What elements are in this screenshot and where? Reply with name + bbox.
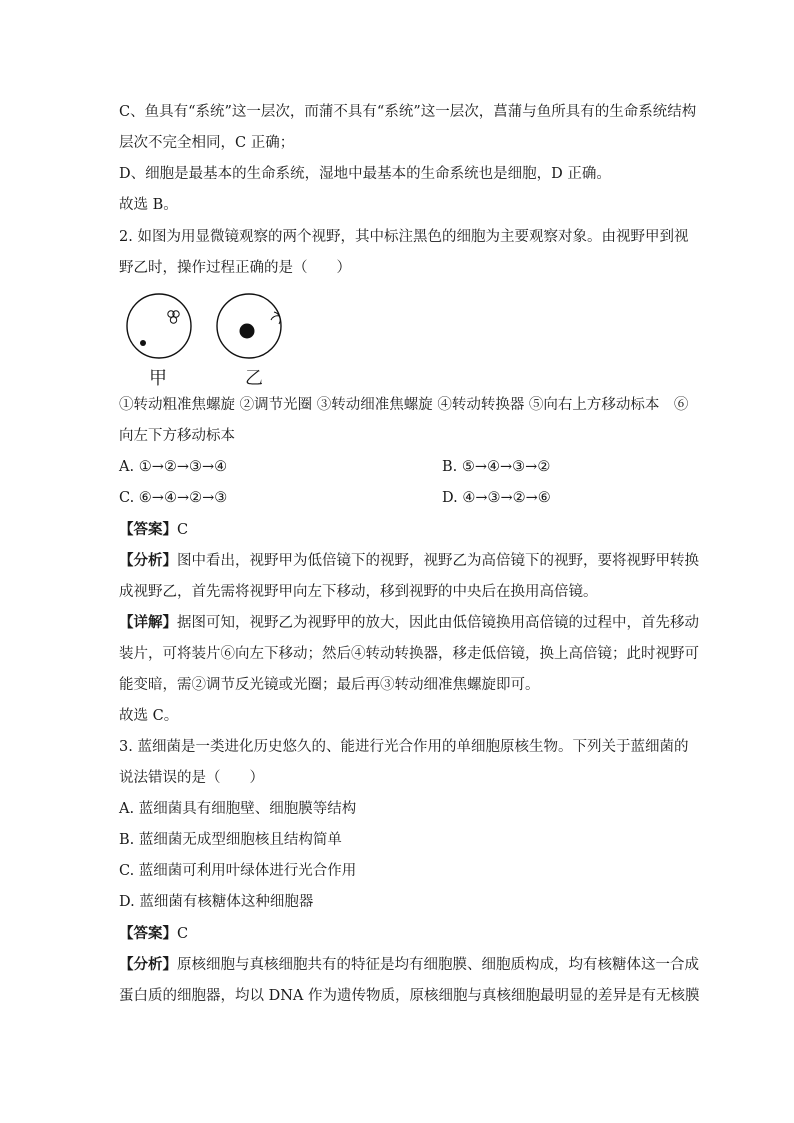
text-line: 向左下方移动标本 xyxy=(119,428,235,444)
option-b: B. 蓝细菌无成型细胞核且结构简单 xyxy=(119,832,342,848)
answer-tag: 【答案】 xyxy=(119,925,177,942)
question-3-stem: 3. 蓝细菌是一类进化历史悠久的、能进行光合作用的单细胞原核生物。下列关于蓝细菌的 xyxy=(119,739,689,755)
field-yi-target-cell xyxy=(240,324,255,339)
option-d: D. ④→③→②→⑥ xyxy=(442,490,551,506)
answer-line xyxy=(119,924,188,944)
analysis-tag: 【分析】 xyxy=(119,552,177,569)
analysis-line xyxy=(119,955,699,975)
option-c: C. ⑥→④→②→③ xyxy=(119,490,228,506)
question-3-stem: 说法错误的是（ ） xyxy=(119,770,264,786)
analysis-text: 原核细胞与真核细胞共有的特征是均有细胞膜、细胞质构成，均有核糖体这一合成 xyxy=(177,957,699,973)
detail-line xyxy=(119,613,699,633)
answer-value: C xyxy=(177,522,189,538)
text-line: C、鱼具有“系统”这一层次，而蒲不具有“系统”这一层次，菖蒲与鱼所具有的生命系统结构 xyxy=(119,104,697,120)
analysis-text: 图中看出，视野甲为低倍镜下的视野，视野乙为高倍镜下的视野，要将视野甲转换 xyxy=(177,553,699,569)
detail-text: 据图可知，视野乙为视野甲的放大，因此由低倍镜换用高倍镜的过程中，首先移动 xyxy=(177,615,699,631)
answer-line xyxy=(119,520,188,540)
analysis-line xyxy=(119,551,699,571)
question-2-stem: 2. 如图为用显微镜观察的两个视野，其中标注黑色的细胞为主要观察对象。由视野甲到视 xyxy=(119,229,689,245)
field-jia-target-cell xyxy=(140,340,146,346)
text-line: 成视野乙，首先需将视野甲向左下移动，移到视野的中央后在换用高倍镜。 xyxy=(119,584,598,600)
text-line: 故选 C。 xyxy=(119,708,179,724)
text-line: 蛋白质的细胞器，均以 DNA 作为遗传物质，原核细胞与真核细胞最明显的差异是有无核膜 xyxy=(119,988,700,1004)
option-d: D. 蓝细菌有核糖体这种细胞器 xyxy=(119,894,314,910)
answer-tag: 【答案】 xyxy=(119,521,177,538)
option-a: A. ①→②→③→④ xyxy=(119,459,228,475)
text-line: D、细胞是最基本的生命系统，湿地中最基本的生命系统也是细胞，D 正确。 xyxy=(119,166,611,182)
answer-value: C xyxy=(177,926,189,942)
field-jia-circle xyxy=(127,294,191,358)
text-line: ①转动粗准焦螺旋 ②调节光圈 ③转动细准焦螺旋 ④转动转换器 ⑤向右上方移动标本 ⑥ xyxy=(119,397,689,413)
field-jia-cell xyxy=(170,317,176,323)
option-c: C. 蓝细菌可利用叶绿体进行光合作用 xyxy=(119,863,357,879)
text-line: 能变暗，需②调节反光镜或光圈；最后再③转动细准焦螺旋即可。 xyxy=(119,677,540,693)
field-yi-label: 乙 xyxy=(245,368,263,389)
option-a: A. 蓝细菌具有细胞壁、细胞膜等结构 xyxy=(119,801,357,817)
field-jia-label: 甲 xyxy=(149,368,167,389)
detail-tag: 【详解】 xyxy=(119,614,177,631)
field-yi-cell-edge xyxy=(271,316,279,320)
analysis-tag: 【分析】 xyxy=(119,956,177,973)
text-line: 故选 B。 xyxy=(119,197,178,213)
text-line: 层次不完全相同，C 正确； xyxy=(119,135,295,151)
microscope-figure xyxy=(119,290,319,390)
option-b: B. ⑤→④→③→② xyxy=(442,459,551,475)
question-2-stem: 野乙时，操作过程正确的是（ ） xyxy=(119,260,351,276)
text-line: 装片，可将装片⑥向左下移动；然后④转动转换器，移走低倍镜，换上高倍镜；此时视野可 xyxy=(119,646,699,662)
